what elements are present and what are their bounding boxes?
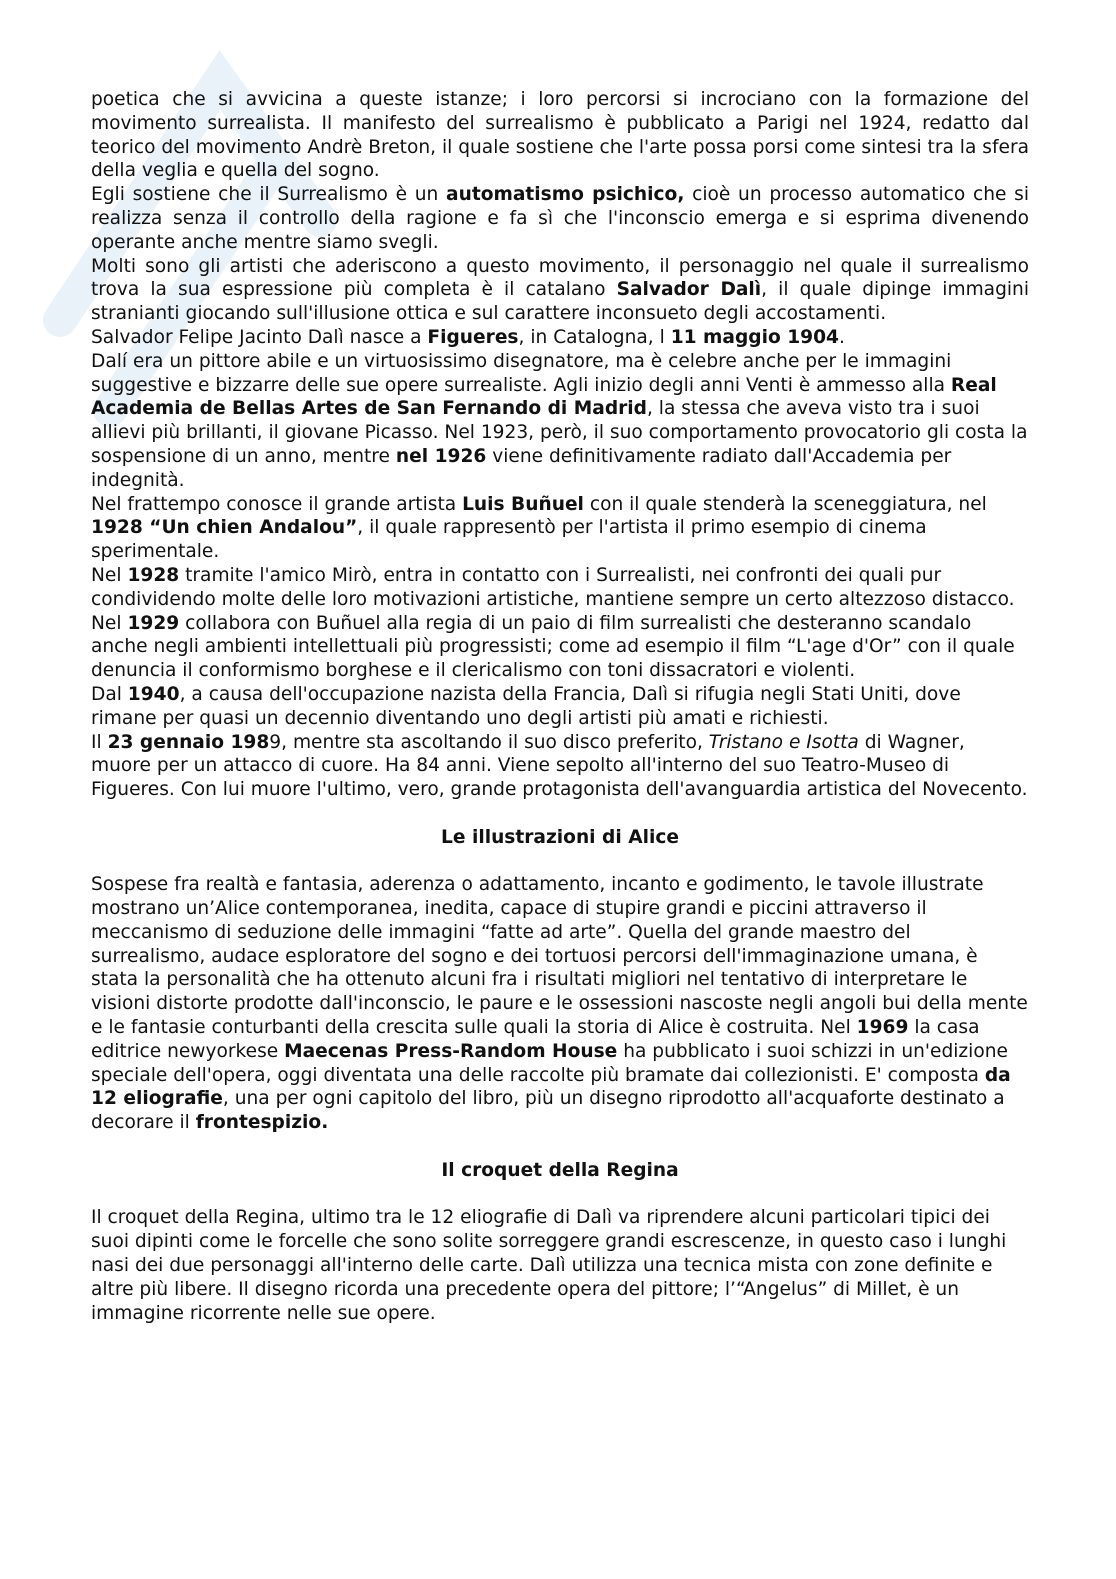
intro-paragraph-3: Molti sono gli artisti che aderiscono a questo movimento, il personaggio nel quale il surrealismo trova la sua espressione più completa è il catalano Salvador Dalì, il quale dipinge immagini stranianti giocando sull'illusione ottica e sul carattere inconsueto degli accostamenti. — [91, 255, 1029, 325]
bio-paragraph-1: Salvador Felipe Jacinto Dalì nasce a Figueres, in Catalogna, l 11 maggio 1904. — [91, 326, 845, 348]
bio-paragraph-4: Nel 1928 tramite l'amico Mirò, entra in contatto con i Surrealisti, nei confronti dei quali pur condividendo molte delle loro motivazioni artistiche, mantiene sempre un certo altezzoso distacco. — [91, 564, 1015, 610]
spacer — [91, 802, 1029, 826]
bio-paragraph-6: Dal 1940, a causa dell'occupazione nazista della Francia, Dalì si rifugia negli Stati Uniti, dove rimane per quasi un decennio diventando uno degli artisti più amati e richiesti. — [91, 683, 961, 729]
intro-paragraph-1: poetica che si avvicina a queste istanze; i loro percorsi si incrociano con la formazione del movimento surrealista. Il manifesto del surrealismo è pubblicato a Parigi nel 1924, redatto dal teorico del movimento Andrè Breton, il quale sostiene che l'arte possa porsi come sintesi tra la sfera della veglia e quella del sogno. — [91, 89, 1029, 182]
spacer — [91, 850, 1029, 874]
spacer — [91, 1135, 1029, 1159]
section-heading-alice: Le illustrazioni di Alice — [441, 826, 679, 848]
intro-paragraph-2: Egli sostiene che il Surrealismo è un automatismo psichico, cioè un processo automatico che si realizza senza il controllo della ragione e fa sì che l'inconscio emerga e si esprima divenendo operante anche mentre siamo svegli. — [91, 184, 1029, 253]
spacer — [91, 1183, 1029, 1207]
document-body — [91, 88, 1029, 1325]
bio-paragraph-3: Nel frattempo conosce il grande artista Luis Buñuel con il quale stenderà la sceneggiatura, nel 1928 “Un chien Andalou”, il quale rappresentò per l'artista il primo esempio di cinema sperimentale. — [91, 493, 987, 563]
bio-paragraph-2: Dalí era un pittore abile e un virtuosissimo disegnatore, ma è celebre anche per le immagini suggestive e bizzarre delle sue opere surrealiste. Agli inizio degli anni Venti è ammesso alla Real Academia de Bellas Artes de San Fernando di Madrid, la stessa che aveva visto tra i suoi allievi più brillanti, il giovane Picasso. Nel 1923, però, il suo comportamento provocatorio gli costa la sospensione di un anno, mentre nel 1926 viene definitivamente radiato dall'Accademia per indegnità. — [91, 350, 1028, 491]
bio-paragraph-5: Nel 1929 collabora con Buñuel alla regia di un paio di film surrealisti che desteranno scandalo anche negli ambienti intellettuali più progressisti; come ad esempio il film “L'age d'Or” con il quale denuncia il conformismo borghese e il clericalismo con toni dissacratori e violenti. — [91, 612, 1015, 682]
section-heading-croquet: Il croquet della Regina — [441, 1159, 679, 1181]
alice-paragraph: Sospese fra realtà e fantasia, aderenza o adattamento, incanto e godimento, le tavole illustrate mostrano un’Alice contemporanea, inedita, capace di stupire grandi e piccini attraverso il meccanismo di seduzione delle immagini “fatte ad arte”. Quella del grande maestro del surrealismo, audace esploratore del sogno e dei tortuosi percorsi dell'immaginazione umana, è stata la personalità che ha ottenuto alcuni fra i risultati migliori nel tentativo di interpretare le visioni distorte prodotte dall'inconscio, le paure e le ossessioni nascoste negli angoli bui della mente e le fantasie conturbanti della crescita sulle quali la storia di Alice è costruita. Nel 1969 la casa editrice newyorkese Maecenas Press-Random House ha pubblicato i suoi schizzi in un'edizione speciale dell'opera, oggi diventata una delle raccolte più bramate dai collezionisti. E' composta da 12 eliografie, una per ogni capitolo del libro, più un disegno riprodotto all'acquaforte destinato a decorare il frontespizio. — [91, 874, 1028, 1134]
croquet-paragraph: Il croquet della Regina, ultimo tra le 12 eliografie di Dalì va riprendere alcuni particolari tipici dei suoi dipinti come le forcelle che sono solite sorreggere grandi escrescenze, in questo caso i lunghi nasi dei due personaggi all'interno delle carte. Dalì utilizza una tecnica mista con zone definite e altre più libere. Il disegno ricorda una precedente opera del pittore; l’“Angelus” di Millet, è un immagine ricorrente nelle sue opere. — [91, 1207, 1007, 1324]
bio-paragraph-7: Il 23 gennaio 1989, mentre sta ascoltando il suo disco preferito, Tristano e Isotta di Wagner, muore per un attacco di cuore. Ha 84 anni. Viene sepolto all'interno del suo Teatro-Museo di Figueres. Con lui muore l'ultimo, vero, grande protagonista dell'avanguardia artistica del Novecento. — [91, 731, 1028, 801]
